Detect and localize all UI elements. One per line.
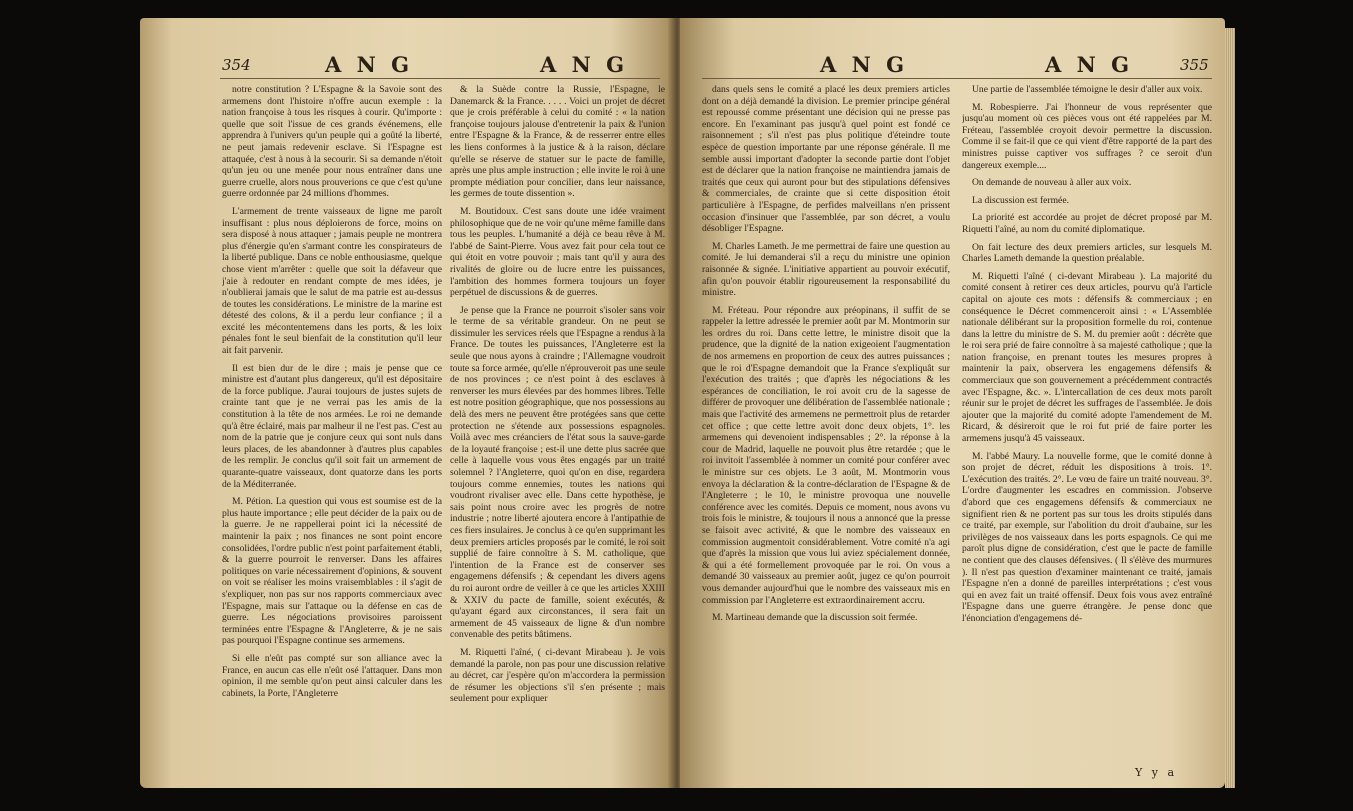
header-rule-right: [702, 78, 1212, 79]
left-page-column-2: [450, 84, 665, 784]
paragraph: M. Riquetti l'aîné ( ci-devant Mirabeau ). La majorité du comité consent à retirer ces deux articles, pourvu qu'à l'article capital on ajoute ces mots : défensifs & commerciaux ; en conséquence le Décret commenceroit ainsi : « L'Assemblée nationale délibérant sur la proposition formelle du roi, contenue dans la lettre du ministre de S. M. du premier août : décrète que le roi sera prié de faire connoître à sa majesté catholique ; que la nation françoise, en prenant toutes les mesures propres à maintenir la paix, observera les engagemens défensifs & commerciaux que son gouvernement a précédemment contractés avec l'Espagne, &c. ». L'intercallation de ces deux mots paroît réunir sur le projet de décret les suffrages de l'assemblée. Je dois ajouter que la majorité du comité adopte l'amendement de M. Ricard, & désireroit que le roi fut prié de faire porter les armemens jusqu'à 45 vaisseaux.: [962, 270, 1212, 445]
paragraph: L'armement de trente vaisseaux de ligne me paroît insuffisant : plus nous déploierons de force, moins on sera disposé à nous attaquer ; jamais peuple ne montrera plus d'énergie qu'en s'armant contre les conspirateurs de la liberté publique. Dans ce noble enthousiasme, quelque chose vient m'arrêter : quelle que soit la défaveur que j'aie à redouter en rendant compte de mes idées, je n'oublierai jamais que le salut de ma patrie est au-dessus de toutes les considérations. Le ministre de la marine est détesté des colons, & il a perdu leur confiance ; il a excité les mécontentemens dans les ports, & les loix pénales font le seul bienfait de la constitution qu'il leur ait fait parvenir.: [222, 205, 442, 357]
paragraph: M. Boutidoux. C'est sans doute une idée vraiment philosophique que de ne voir qu'une même famille dans tous les peuples. L'humanité a déjà ce beau rêve à M. l'abbé de Saint-Pierre. Vous avez fait pour cela tout ce qui étoit en votre pouvoir ; mais tant qu'il y aura des rivalités de gloire ou de lucre entre les puissances, l'ambition des hommes formera toujours un foyer perpétuel de discussions & de guerres.: [450, 205, 665, 299]
paragraph: Si elle n'eût pas compté sur son alliance avec la France, en aucun cas elle n'eût osé l'attaquer. Dans mon opinion, il me semble qu'on peut ainsi calculer dans les cabinets, la Porte, l'Angleterre: [222, 652, 442, 699]
page-edges: [1225, 28, 1235, 788]
paragraph: Je pense que la France ne pourroit s'isoler sans voir le terme de sa véritable grandeur. On ne peut se dissimuler les services réels que l'Espagne a rendus à la France. De toutes les puissances, l'Angleterre est la seule que nous ayons à craindre ; l'Allemagne voudroit toute sa force armée, qu'elle n'éprouveroit pas une seule de nos provinces ; ce n'est point à des esclaves à renverser les murs élevées par des hommes libres. Telle est notre position géographique, que nos possessions au delà des mers ne peuvent être protégées sans que cette protection ne s'étende aux possessions espagnoles. Voilà avec mes créanciers de l'état sous la sauve-garde de la loyauté françoise ; est-il une dette plus sacrée que celle à laquelle vous vous êtes engagés par un traité solemnel ? l'Angleterre, quoi qu'on en dise, regardera toujours comme ennemies, toutes les nations qui voudront rivaliser avec elle. Dans cette hypothèse, je sais point nous croire avec les progrès de notre industrie ; notre liberté ajoutera encore à l'antipathie de ces fiers insulaires. Je conclus à ce qu'en supprimant les deux premiers articles proposés par le comité, le roi soit supplié de faire connoître à S. M. catholique, que l'intention de la France est de conserver ses engagemens défensifs ; & cependant les divers agens du roi auront ordre de veiller à ce que les articles XXIII & XXIV du pacte de famille, soient exécutés, & qu'ayant égard aux circonstances, il sera fait un armement de 45 vaisseaux de ligne & d'un nombre convenable des petits bâtimens.: [450, 304, 665, 641]
paragraph: M. Fréteau. Pour répondre aux préopinans, il suffit de se rappeler la lettre adressée le premier août par M. Montmorin sur les ordres du roi. Dans cette lettre, le ministre disoit que la prudence, que la dignité de la nation exigeoient l'augmentation de nos armemens en proportion de ceux des autres puissances ; que le roi d'Espagne demandoit que la France s'expliquât sur l'exécution des traités ; que d'après les négociations & les espérances de conciliation, le roi avoit cru de la sagesse de différer de provoquer une délibération de l'assemblée nationale ; mais que l'activité des armemens ne permettroit plus de retarder cet office ; que cette lettre avoit donc deux objets, 1°. les armemens qui devenoient indispensables ; 2°. la réponse à la cour de Madrid, laquelle ne pouvoit plus être retardée ; que le roi invitoit l'assemblée à nommer un comité pour conférer avec le ministre sur ces objets. Le 3 août, M. Montmorin vous envoya la déclaration & la contre-déclaration de l'Espagne & de l'Angleterre ; le 10, le ministre provoqua une nouvelle conférence avec les comités. Depuis ce moment, nous avons vu trois fois le ministre, & toujours il nous a annoncé que la presse se faisoit avec activité, & que le nombre des vaisseaux en commission augmentoit considérablement. Votre comité n'a agi que d'après la mission que vous lui aviez spécialement donnée, & qui a été formellement provoquée par le roi. On vous a demandé 30 vaisseaux au premier août, jugez ce qu'on pourroit vous demander aujourd'hui que le nombre des vaisseaux mis en commission par l'Angleterre est extraordinairement accru.: [702, 304, 950, 606]
paragraph: On fait lecture des deux premiers articles, sur lesquels M. Charles Lameth demande la question préalable.: [962, 241, 1212, 265]
paragraph: M. l'abbé Maury. La nouvelle forme, que le comité donne à son projet de décret, réduit les dispositions à trois. 1°. L'exécution des traités. 2°. Le vœu de faire un traité nouveau. 3°. L'ordre d'augmenter les escadres en commission. J'observe d'abord que ces engagemens défensifs & commerciaux ne signifient rien & ne portent pas sur tous les droits stipulés dans ce traité, par exemple, sur l'abolition du droit d'aubaine, sur les privilèges de nos vaisseaux dans les ports espagnols. Ce qui me paroît plus digne de considération, c'est que le pacte de famille ne contient que des clauses défensives. ( Il s'élève des murmures ). Il n'est pas question d'examiner maintenant ce traité, jamais l'Espagne n'en a donné de pareilles interprétations ; c'est vous qui en avez fait un traité offensif. Deux fois vous avez entraîné l'Espagne dans une guerre étrangère. Je pense donc que l'énonciation d'engagemens dé-: [962, 450, 1212, 624]
paragraph: M. Martineau demande que la discussion soit fermée.: [712, 612, 918, 624]
right-page: [680, 18, 1225, 788]
right-page-column-1: [702, 84, 950, 784]
paragraph: & la Suède contre la Russie, l'Espagne, le Danemarck & la France. . . . . Voici un projet de décret que je crois préférable à celui du comité : « la nation françoise toujours jalouse d'entretenir la paix & l'union entre l'Espagne & la France, & de resserrer entre elles les liens conformes à la justice & à la raison, déclare qu'elle se réserve de statuer sur le pacte de famille, après une plus ample instruction ; elle invite le roi à une prompte médiation pour concilier, dans leur naissance, les germes de toute dissention ».: [450, 84, 665, 200]
paragraph: Il est bien dur de le dire ; mais je pense que ce ministre est d'autant plus dangereux, qu'il est dépositaire de la force publique. J'aurai toujours de justes sujets de crainte tant que je ne verrai pas les amis de la constitution à la tête de nos armées. Le roi ne demande qu'à être éclairé, mais par malheur il ne l'est pas. C'est au nom de la patrie que je conjure ceux qui sont nuls dans leurs places, de les abandonner à d'autres plus capables de les remplir. Je conclus qu'il soit fait un armement de quarante-quatre vaisseaux, dont quatorze dans les ports de la Méditerranée.: [222, 362, 442, 490]
signature-mark: Y y a: [1135, 766, 1178, 779]
paragraph: La discussion est fermée.: [972, 194, 1069, 206]
running-head-right-col2: A N G: [1045, 52, 1134, 77]
left-page: [140, 18, 675, 788]
running-head-right: A N G: [820, 52, 909, 77]
paragraph: dans quels sens le comité a placé les deux premiers articles dont on a déjà demandé la division. Le premier principe général est repoussé comme présentant une décision qui ne presse pas encore. En l'examinant pas jusqu'à quel point est fondé ce raisonnement ; s'il n'est pas plus politique d'éteindre toute espèce de question importante par une réponse générale. Il me semble aussi important d'adopter la seconde partie dont l'objet est de déclarer que la nation françoise ne maintiendra jamais de traités que ceux qui auront pour but des stipulations défensives & commerciales, de crainte que si cette disposition étoit particulière à l'Espagne, de perfides malveillans n'en prissent occasion d'insinuer que l'assemblée, par son décret, a voulu désobliger l'Espagne.: [702, 84, 950, 235]
paragraph: M. Riquetti l'aîné, ( ci-devant Mirabeau ). Je vois demandé la parole, non pas pour une discussion relative au décret, car j'espère qu'on m'accordera la permission de résumer les objections s'il s'en présente ; mais seulement pour expliquer: [450, 646, 665, 705]
right-page-column-2: [962, 84, 1212, 774]
paragraph: Une partie de l'assemblée témoigne le desir d'aller aux voix.: [972, 84, 1203, 95]
paragraph: M. Charles Lameth. Je me permettrai de faire une question au comité. Je lui demanderai s'il a reçu du ministre une opinion raisonnée & signée. L'initiative appartient au pouvoir exécutif, afin qu'on pouvoir établir rigoureusement la responsabilité du ministre.: [702, 240, 950, 299]
running-head-left: A N G: [325, 52, 414, 77]
paragraph: On demande de nouveau à aller aux voix.: [972, 177, 1132, 189]
open-book: [140, 18, 1230, 798]
page-number-left: 354: [222, 56, 251, 74]
page-number-right: 355: [1180, 56, 1209, 74]
header-rule-left: [220, 78, 660, 79]
paragraph: La priorité est accordée au projet de décret proposé par M. Riquetti l'aîné, au nom du comité diplomatique.: [962, 212, 1212, 235]
paragraph: M. Pétion. La question qui vous est soumise est de la plus haute importance ; elle peut décider de la paix ou de la guerre. Je ne rappellerai point ici la nécessité de maintenir la paix ; nos finances ne sont point encore consolidées, l'ordre public n'est point parfaitement établi, & la guerre pourroit le renverser. Dans les affaires politiques on varie nécessairement d'opinions, & souvent on voit se réaliser les moins vraisemblables : il s'agit de s'expliquer, non pas sur nos rapports commerciaux avec l'Espagne, mais sur l'attaque ou la défense en cas de guerre. Les négociations provisoires paroissent terminées entre l'Espagne & l'Angleterre, & je ne sais pas pourquoi l'Espagne continue ses armemens.: [222, 496, 442, 647]
running-head-left-col2: A N G: [540, 52, 629, 77]
left-page-column-1: [222, 84, 442, 784]
paragraph: M. Robespierre. J'ai l'honneur de vous représenter que jusqu'au moment où ces pièces vous ont été rappelées par M. Fréteau, l'assemblée croyoit devoir permettre la discussion. Comme il se fait-il que ce qui vient d'être rapporté de la part des ministres puisse captiver vos suffrages ? ce seroit d'un dangereux exemple....: [962, 101, 1212, 171]
paragraph: notre constitution ? L'Espagne & la Savoie sont des armemens dont l'histoire n'offre aucun exemple : la nation françoise à tous les risques à courir. Qu'importe : quelle que soit l'issue de ces grands événemens, elle apprendra à l'univers qu'un peuple qui a goûté la liberté, ne peut jamais redevenir esclave. Si l'Espagne est attaquée, c'est à nous à la secourir. Si sa demande n'étoit qu'un jeu ou une menée pour nous entraîner dans une guerre cruelle, alors nous prouverions ce que c'est qu'une guerre ordonnée par 24 millions d'hommes.: [222, 84, 442, 200]
